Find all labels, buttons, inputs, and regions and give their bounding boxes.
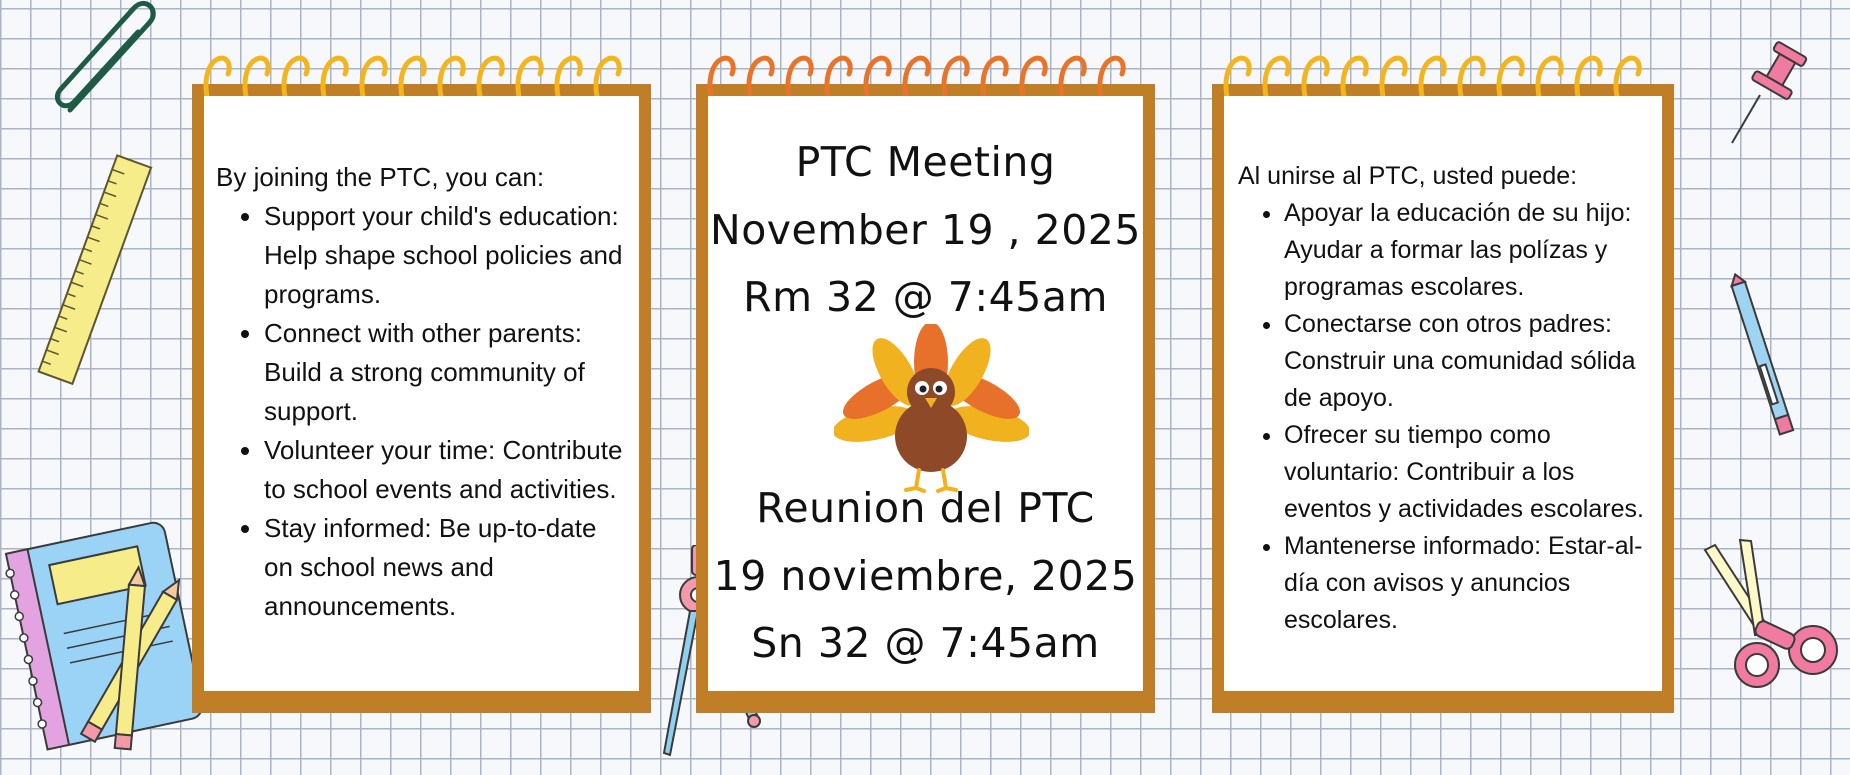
right-card-intro: Al unirse al PTC, usted puede: (1238, 162, 1578, 190)
left-card-paper (204, 96, 639, 691)
left-card-list (216, 197, 629, 626)
center-card-paper (708, 96, 1143, 691)
list-item: • Conectarse con otros padres: Construir una comunidad sólida de apoyo. (1284, 306, 1652, 417)
pencil-icon (60, 565, 200, 760)
ruler-icon (30, 150, 160, 400)
left-card-intro: By joining the PTC, you can: (216, 162, 545, 192)
pen-icon (1718, 270, 1808, 450)
meeting-date: November 19 , 2025 (710, 206, 1141, 254)
paperclip-icon (40, 0, 170, 125)
right-info-card (1212, 84, 1674, 713)
scissors-icon (1695, 535, 1845, 710)
meeting-title-es: Reunion del PTC (756, 484, 1095, 532)
right-card-text (1238, 158, 1652, 639)
meeting-title: PTC Meeting (795, 138, 1056, 186)
left-info-card (192, 84, 651, 713)
list-item: • Ofrecer su tiempo como voluntario: Contribuir a los eventos y actividades escolares. (1284, 417, 1652, 528)
list-item: • Volunteer your time: Contribute to school events and activities. (264, 431, 629, 509)
list-item: • Stay informed: Be up-to-date on school news and announcements. (264, 509, 629, 626)
right-card-list (1238, 195, 1652, 639)
turkey-icon (834, 324, 1029, 494)
meeting-room-time: Rm 32 @ 7:45am (743, 273, 1108, 321)
pushpin-icon (1720, 40, 1820, 150)
meeting-room-time-es: Sn 32 @ 7:45am (751, 619, 1100, 667)
list-item: • Mantenerse informado: Estar-al-día con avisos y anuncios escolares. (1284, 528, 1652, 639)
left-card-text (216, 158, 629, 626)
right-card-paper (1224, 96, 1662, 691)
list-item: • Support your child's education: Help shape school policies and programs. (264, 197, 629, 314)
list-item: • Apoyar la educación de su hijo: Ayudar a formar las polízas y programas escolares. (1284, 195, 1652, 306)
list-item: • Connect with other parents: Build a strong community of support. (264, 314, 629, 431)
center-meeting-card (696, 84, 1155, 713)
meeting-date-es: 19 noviembre, 2025 (713, 552, 1138, 600)
